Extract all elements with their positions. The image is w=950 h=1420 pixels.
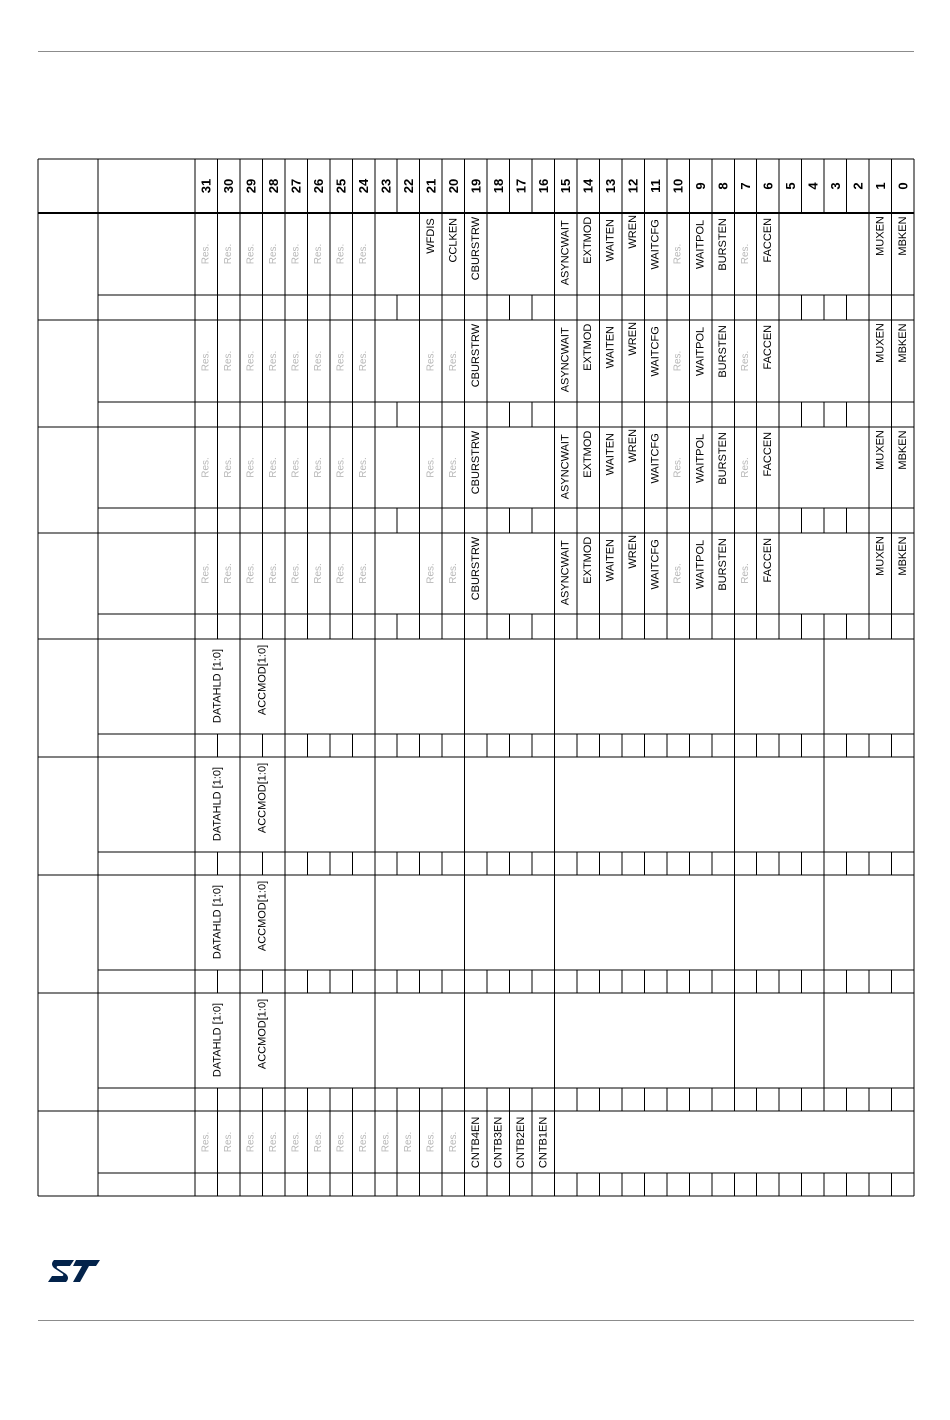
bit-field-datahld-1-0-: DATAHLD [1:0] <box>211 648 224 724</box>
reserved-bit: Res. <box>358 350 370 372</box>
reserved-bit: Res. <box>447 350 459 372</box>
bit-field-mbken: MBKEN <box>896 430 909 470</box>
bit-number-1: 1 <box>872 182 888 190</box>
bit-field-waiten: WAITEN <box>604 326 617 369</box>
bit-field-faccen: FACCEN <box>761 431 774 477</box>
bit-number-3: 3 <box>827 182 843 190</box>
bit-field-extmod: EXTMOD <box>582 216 595 264</box>
reserved-bit: Res. <box>672 243 684 265</box>
bit-field-datahld-1-0-: DATAHLD [1:0] <box>211 1002 224 1078</box>
bit-number-17: 17 <box>513 178 529 194</box>
reserved-bit: Res. <box>245 243 257 265</box>
reserved-bit: Res. <box>223 350 235 372</box>
reserved-bit: Res. <box>335 350 347 372</box>
reserved-bit: Res. <box>290 1131 302 1153</box>
reserved-bit: Res. <box>200 1131 212 1153</box>
bit-field-waitpol: WAITPOL <box>694 539 707 589</box>
reserved-bit: Res. <box>335 243 347 265</box>
reserved-bit: Res. <box>290 563 302 584</box>
bit-field-accmod-1-0-: ACCMOD[1:0] <box>256 998 269 1070</box>
reserved-bit: Res. <box>290 457 302 478</box>
reserved-bit: Res. <box>672 350 684 372</box>
reserved-bit: Res. <box>739 243 751 265</box>
bit-field-waitpol: WAITPOL <box>694 433 707 483</box>
bit-field-waitcfg: WAITCFG <box>649 219 662 270</box>
bit-field-wfdis: WFDIS <box>424 218 437 254</box>
bit-field-waiten: WAITEN <box>604 219 617 262</box>
bit-number-24: 24 <box>356 178 372 194</box>
reserved-bit: Res. <box>245 457 257 478</box>
reserved-bit: Res. <box>290 350 302 372</box>
bit-number-16: 16 <box>535 178 551 194</box>
bit-field-bursten: BURSTEN <box>717 432 730 485</box>
bit-field-bursten: BURSTEN <box>717 538 730 591</box>
bit-field-faccen: FACCEN <box>761 324 774 370</box>
bit-field-waitpol: WAITPOL <box>694 219 707 269</box>
bit-field-cburstrw: CBURSTRW <box>469 216 482 281</box>
reserved-bit: Res. <box>200 350 212 372</box>
bit-number-15: 15 <box>558 178 574 194</box>
bit-field-waitcfg: WAITCFG <box>649 326 662 377</box>
reserved-bit: Res. <box>245 563 257 584</box>
bit-field-datahld-1-0-: DATAHLD [1:0] <box>211 766 224 842</box>
footer-rule <box>38 1320 914 1321</box>
bit-field-bursten: BURSTEN <box>717 325 730 378</box>
bit-number-2: 2 <box>850 182 866 190</box>
bit-field-cntb2en: CNTB2EN <box>514 1116 527 1169</box>
reserved-bit: Res. <box>447 1131 459 1153</box>
reserved-bit: Res. <box>223 243 235 265</box>
bit-field-extmod: EXTMOD <box>582 323 595 371</box>
bit-number-7: 7 <box>737 182 753 190</box>
bit-field-bursten: BURSTEN <box>717 218 730 271</box>
bit-field-cclken: CCLKEN <box>447 217 460 263</box>
reserved-bit: Res. <box>268 563 280 584</box>
bit-field-waitpol: WAITPOL <box>694 326 707 376</box>
bit-field-asyncwait: ASYNCWAIT <box>559 540 572 606</box>
st-logo <box>44 1254 102 1288</box>
reserved-bit: Res. <box>447 563 459 584</box>
reserved-bit: Res. <box>290 243 302 265</box>
bit-field-mbken: MBKEN <box>896 323 909 363</box>
bit-field-cburstrw: CBURSTRW <box>469 430 482 495</box>
bit-field-waitcfg: WAITCFG <box>649 539 662 590</box>
bit-field-asyncwait: ASYNCWAIT <box>559 327 572 393</box>
bit-field-accmod-1-0-: ACCMOD[1:0] <box>256 880 269 952</box>
reserved-bit: Res. <box>358 563 370 584</box>
reserved-bit: Res. <box>447 457 459 478</box>
bit-number-9: 9 <box>693 182 709 190</box>
reserved-bit: Res. <box>672 563 684 584</box>
bit-field-cburstrw: CBURSTRW <box>469 536 482 601</box>
bit-field-cburstrw: CBURSTRW <box>469 323 482 388</box>
reserved-bit: Res. <box>335 563 347 584</box>
bit-number-30: 30 <box>221 178 237 194</box>
reserved-bit: Res. <box>268 243 280 265</box>
bit-number-18: 18 <box>490 178 506 194</box>
reserved-bit: Res. <box>200 563 212 584</box>
bit-field-faccen: FACCEN <box>761 217 774 263</box>
reserved-bit: Res. <box>313 243 325 265</box>
reserved-bit: Res. <box>402 1131 414 1153</box>
bit-number-5: 5 <box>782 182 798 190</box>
bit-field-wren: WREN <box>627 428 640 463</box>
st-logo-t <box>73 1260 100 1282</box>
bit-number-28: 28 <box>266 178 282 194</box>
reserved-bit: Res. <box>380 1131 392 1153</box>
bit-field-accmod-1-0-: ACCMOD[1:0] <box>256 644 269 716</box>
reserved-bit: Res. <box>223 563 235 584</box>
reserved-bit: Res. <box>425 1131 437 1153</box>
reserved-bit: Res. <box>268 457 280 478</box>
bit-field-accmod-1-0-: ACCMOD[1:0] <box>256 762 269 834</box>
reserved-bit: Res. <box>358 457 370 478</box>
bit-number-8: 8 <box>715 182 731 190</box>
bit-number-0: 0 <box>895 182 911 190</box>
bit-field-wren: WREN <box>627 214 640 249</box>
reserved-bit: Res. <box>739 563 751 584</box>
bit-field-waiten: WAITEN <box>604 539 617 582</box>
bit-field-wren: WREN <box>627 321 640 356</box>
bit-number-10: 10 <box>670 178 686 194</box>
reserved-bit: Res. <box>335 1131 347 1153</box>
bit-number-31: 31 <box>198 178 214 194</box>
reserved-bit: Res. <box>200 243 212 265</box>
bit-field-muxen: MUXEN <box>874 323 887 363</box>
bit-number-20: 20 <box>445 178 461 194</box>
bit-number-12: 12 <box>625 178 641 194</box>
bit-field-muxen: MUXEN <box>874 430 887 470</box>
bit-field-extmod: EXTMOD <box>582 536 595 584</box>
reserved-bit: Res. <box>358 243 370 265</box>
reserved-bit: Res. <box>268 1131 280 1153</box>
bit-number-25: 25 <box>333 178 349 194</box>
bit-field-cntb3en: CNTB3EN <box>492 1116 505 1169</box>
bit-number-22: 22 <box>400 178 416 194</box>
reserved-bit: Res. <box>425 350 437 372</box>
bit-number-14: 14 <box>580 178 596 194</box>
bit-number-29: 29 <box>243 178 259 194</box>
bit-number-26: 26 <box>311 178 327 194</box>
bit-field-asyncwait: ASYNCWAIT <box>559 434 572 500</box>
reserved-bit: Res. <box>200 457 212 478</box>
reserved-bit: Res. <box>313 1131 325 1153</box>
bit-field-faccen: FACCEN <box>761 537 774 583</box>
bit-number-23: 23 <box>378 178 394 194</box>
reserved-bit: Res. <box>268 350 280 372</box>
reserved-bit: Res. <box>245 350 257 372</box>
bit-field-cntb1en: CNTB1EN <box>537 1116 550 1169</box>
reserved-bit: Res. <box>425 457 437 478</box>
bit-field-muxen: MUXEN <box>874 216 887 256</box>
reserved-bit: Res. <box>313 350 325 372</box>
bit-field-asyncwait: ASYNCWAIT <box>559 220 572 286</box>
bit-field-datahld-1-0-: DATAHLD [1:0] <box>211 884 224 960</box>
reserved-bit: Res. <box>313 457 325 478</box>
reserved-bit: Res. <box>358 1131 370 1153</box>
reserved-bit: Res. <box>425 563 437 584</box>
bit-field-waitcfg: WAITCFG <box>649 433 662 484</box>
bit-field-mbken: MBKEN <box>896 536 909 576</box>
st-logo-s <box>48 1260 74 1282</box>
reserved-bit: Res. <box>245 1131 257 1153</box>
bit-field-extmod: EXTMOD <box>582 430 595 478</box>
bit-field-cntb4en: CNTB4EN <box>469 1116 482 1169</box>
reserved-bit: Res. <box>672 457 684 478</box>
bit-number-4: 4 <box>805 182 821 190</box>
reserved-bit: Res. <box>335 457 347 478</box>
bit-field-muxen: MUXEN <box>874 536 887 576</box>
reserved-bit: Res. <box>223 1131 235 1153</box>
reserved-bit: Res. <box>313 563 325 584</box>
bit-number-27: 27 <box>288 178 304 194</box>
bit-field-waiten: WAITEN <box>604 433 617 476</box>
bit-number-13: 13 <box>603 178 619 194</box>
bit-number-11: 11 <box>648 179 664 193</box>
bit-field-mbken: MBKEN <box>896 216 909 256</box>
bit-field-wren: WREN <box>627 534 640 569</box>
bit-number-19: 19 <box>468 178 484 194</box>
reserved-bit: Res. <box>739 350 751 372</box>
reserved-bit: Res. <box>223 457 235 478</box>
bit-number-21: 21 <box>423 178 439 194</box>
bit-number-6: 6 <box>760 182 776 190</box>
reserved-bit: Res. <box>739 457 751 478</box>
